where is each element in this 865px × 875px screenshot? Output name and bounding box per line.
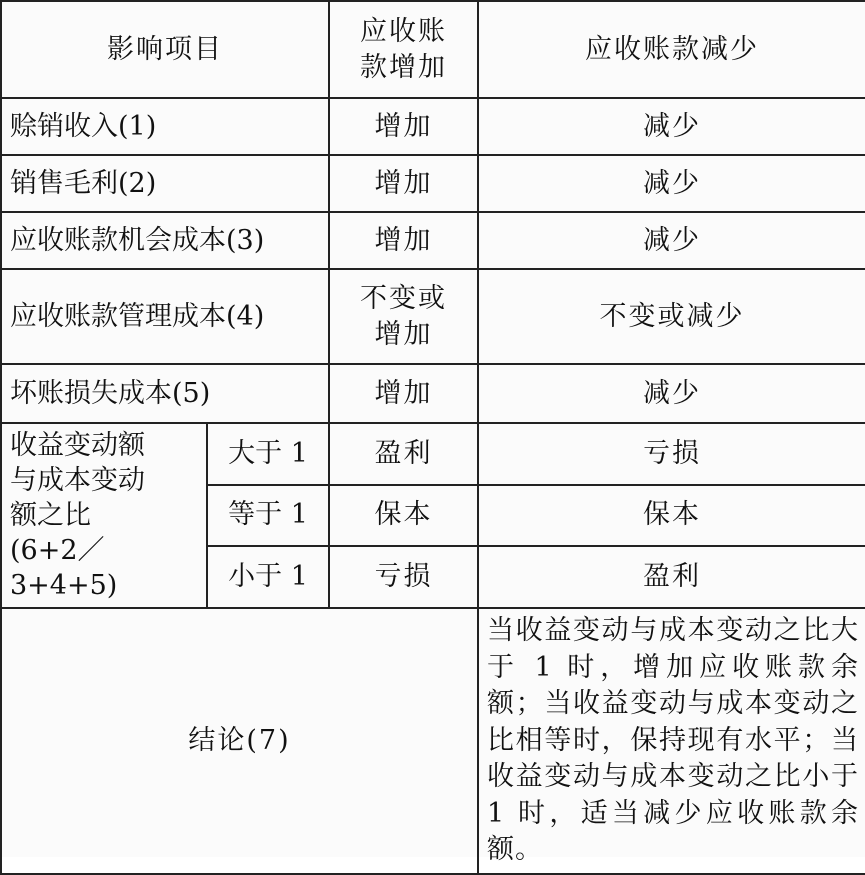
row-decrease-value: 减少	[478, 364, 865, 423]
ratio-label: 收益变动额 与成本变动 额之比 (6+2／3+4+5)	[1, 423, 207, 608]
table-row	[1, 98, 865, 155]
table-header-row	[1, 1, 865, 98]
table-row	[1, 155, 865, 212]
ratio-decrease-result: 保本	[478, 485, 865, 547]
table-row	[1, 212, 865, 269]
row-decrease-value: 减少	[478, 98, 865, 155]
row-decrease-value: 减少	[478, 212, 865, 269]
ratio-condition: 等于 1	[207, 485, 329, 547]
ratio-condition: 大于 1	[207, 423, 329, 485]
ratio-increase-result: 保本	[329, 485, 478, 547]
row-item-label: 应收账款机会成本(3)	[1, 212, 329, 269]
row-increase-value: 增加	[329, 155, 478, 212]
table-row	[1, 364, 865, 423]
row-increase-value: 增加	[329, 364, 478, 423]
row-decrease-value: 减少	[478, 155, 865, 212]
header-decrease: 应收账款减少	[478, 1, 865, 98]
row-item-label: 销售毛利(2)	[1, 155, 329, 212]
row-item-label: 赊销收入(1)	[1, 98, 329, 155]
table-row	[1, 269, 865, 364]
ratio-decrease-result: 盈利	[478, 546, 865, 608]
row-item-label: 应收账款管理成本(4)	[1, 269, 329, 364]
row-decrease-value: 不变或减少	[478, 269, 865, 364]
header-item: 影响项目	[1, 1, 329, 98]
conclusion-text: 当收益变动与成本变动之比大于 1 时，增加应收账款余额；当收益变动与成本变动之比相等时，保持现有水平；当收益变动与成本变动之比小于 1 时，适当减少应收账款余额。	[478, 608, 865, 874]
row-item-label: 坏账损失成本(5)	[1, 364, 329, 423]
conclusion-label: 结论(7)	[1, 608, 478, 874]
ratio-decrease-result: 亏损	[478, 423, 865, 485]
ratio-increase-result: 亏损	[329, 546, 478, 608]
row-increase-value: 不变或 增加	[329, 269, 478, 364]
row-increase-value: 增加	[329, 98, 478, 155]
row-increase-value: 增加	[329, 212, 478, 269]
conclusion-row	[1, 608, 865, 874]
ratio-row-greater	[1, 423, 865, 485]
ratio-increase-result: 盈利	[329, 423, 478, 485]
header-increase: 应收账 款增加	[329, 1, 478, 98]
ratio-condition: 小于 1	[207, 546, 329, 608]
